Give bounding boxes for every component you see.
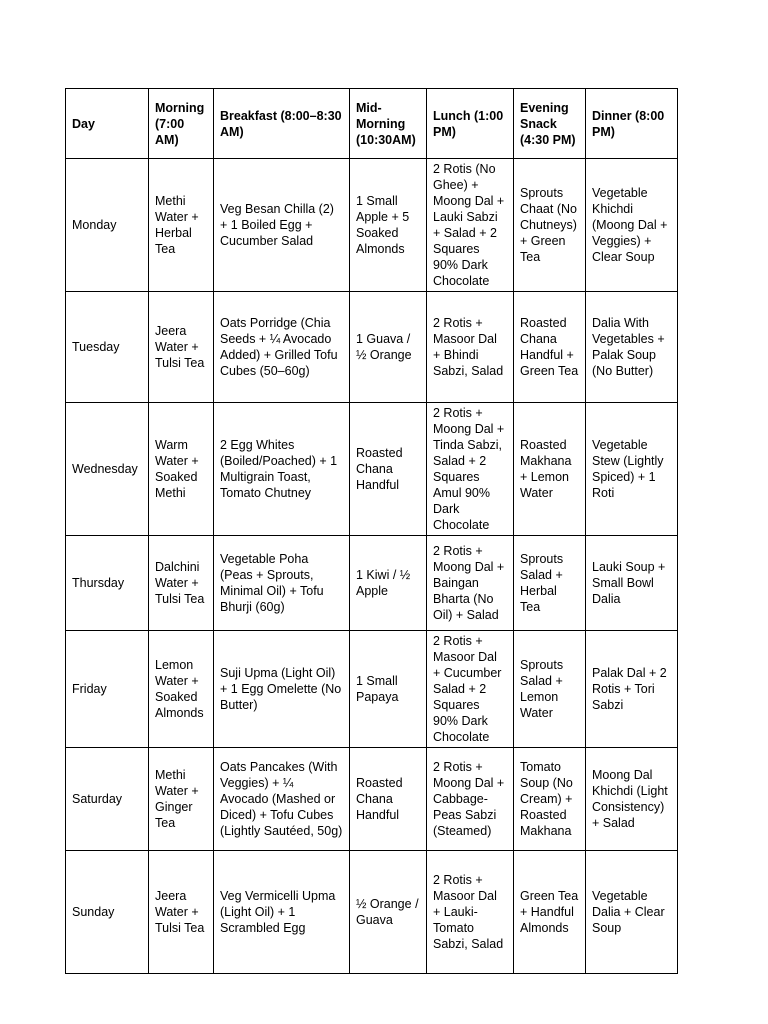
cell-day: Saturday [66, 748, 149, 851]
cell-lunch: 2 Rotis + Moong Dal + Baingan Bharta (No Oil) + Salad [427, 536, 514, 631]
table-row [66, 748, 678, 851]
cell-breakfast: Veg Vermicelli Upma (Light Oil) + 1 Scrambled Egg [214, 851, 350, 974]
cell-mid-morning: ½ Orange / Guava [350, 851, 427, 974]
cell-evening-snack: Sprouts Salad + Herbal Tea [514, 536, 586, 631]
cell-mid-morning: 1 Small Papaya [350, 631, 427, 748]
cell-lunch: 2 Rotis + Masoor Dal + Cucumber Salad + 2 Squares 90% Dark Chocolate [427, 631, 514, 748]
cell-morning: Dalchini Water + Tulsi Tea [149, 536, 214, 631]
header-breakfast: Breakfast (8:00–8:30 AM) [214, 89, 350, 159]
header-lunch: Lunch (1:00 PM) [427, 89, 514, 159]
table-row [66, 159, 678, 292]
cell-morning: Warm Water + Soaked Methi [149, 403, 214, 536]
cell-breakfast: Suji Upma (Light Oil) + 1 Egg Omelette (No Butter) [214, 631, 350, 748]
header-dinner: Dinner (8:00 PM) [586, 89, 678, 159]
cell-lunch: 2 Rotis + Masoor Dal + Bhindi Sabzi, Salad [427, 292, 514, 403]
cell-evening-snack: Roasted Chana Handful + Green Tea [514, 292, 586, 403]
cell-evening-snack: Green Tea + Handful Almonds [514, 851, 586, 974]
cell-day: Monday [66, 159, 149, 292]
cell-dinner: Vegetable Dalia + Clear Soup [586, 851, 678, 974]
cell-day: Wednesday [66, 403, 149, 536]
cell-mid-morning: Roasted Chana Handful [350, 748, 427, 851]
cell-dinner: Vegetable Stew (Lightly Spiced) + 1 Roti [586, 403, 678, 536]
cell-dinner: Palak Dal + 2 Rotis + Tori Sabzi [586, 631, 678, 748]
cell-mid-morning: 1 Kiwi / ½ Apple [350, 536, 427, 631]
cell-dinner: Vegetable Khichdi (Moong Dal + Veggies) + Clear Soup [586, 159, 678, 292]
cell-morning: Jeera Water + Tulsi Tea [149, 292, 214, 403]
cell-morning: Jeera Water + Tulsi Tea [149, 851, 214, 974]
cell-dinner: Moong Dal Khichdi (Light Consistency) + Salad [586, 748, 678, 851]
table-row [66, 851, 678, 974]
cell-breakfast: 2 Egg Whites (Boiled/Poached) + 1 Multigrain Toast, Tomato Chutney [214, 403, 350, 536]
cell-day: Sunday [66, 851, 149, 974]
cell-breakfast: Veg Besan Chilla (2) + 1 Boiled Egg + Cucumber Salad [214, 159, 350, 292]
cell-lunch: 2 Rotis + Moong Dal + Tinda Sabzi, Salad + 2 Squares Amul 90% Dark Chocolate [427, 403, 514, 536]
table-row [66, 631, 678, 748]
table-header-row [66, 89, 678, 159]
cell-evening-snack: Sprouts Chaat (No Chutneys) + Green Tea [514, 159, 586, 292]
table-row [66, 403, 678, 536]
cell-lunch: 2 Rotis + Moong Dal + Cabbage-Peas Sabzi (Steamed) [427, 748, 514, 851]
header-evening-snack: Evening Snack (4:30 PM) [514, 89, 586, 159]
cell-evening-snack: Roasted Makhana + Lemon Water [514, 403, 586, 536]
cell-mid-morning: 1 Guava / ½ Orange [350, 292, 427, 403]
header-mid-morning: Mid-Morning (10:30AM) [350, 89, 427, 159]
cell-lunch: 2 Rotis + Masoor Dal + Lauki-Tomato Sabzi, Salad [427, 851, 514, 974]
cell-lunch: 2 Rotis (No Ghee) + Moong Dal + Lauki Sabzi + Salad + 2 Squares 90% Dark Chocolate [427, 159, 514, 292]
cell-day: Thursday [66, 536, 149, 631]
cell-dinner: Dalia With Vegetables + Palak Soup (No Butter) [586, 292, 678, 403]
cell-dinner: Lauki Soup + Small Bowl Dalia [586, 536, 678, 631]
cell-day: Tuesday [66, 292, 149, 403]
cell-morning: Methi Water + Ginger Tea [149, 748, 214, 851]
cell-mid-morning: 1 Small Apple + 5 Soaked Almonds [350, 159, 427, 292]
cell-day: Friday [66, 631, 149, 748]
cell-breakfast: Vegetable Poha (Peas + Sprouts, Minimal Oil) + Tofu Bhurji (60g) [214, 536, 350, 631]
cell-morning: Methi Water + Herbal Tea [149, 159, 214, 292]
cell-evening-snack: Tomato Soup (No Cream) + Roasted Makhana [514, 748, 586, 851]
header-day: Day [66, 89, 149, 159]
table-row [66, 536, 678, 631]
cell-evening-snack: Sprouts Salad + Lemon Water [514, 631, 586, 748]
meal-plan-table [65, 88, 678, 974]
cell-breakfast: Oats Porridge (Chia Seeds + ¼ Avocado Added) + Grilled Tofu Cubes (50–60g) [214, 292, 350, 403]
table-row [66, 292, 678, 403]
cell-breakfast: Oats Pancakes (With Veggies) + ¼ Avocado (Mashed or Diced) + Tofu Cubes (Lightly Sautéed, 50g) [214, 748, 350, 851]
cell-mid-morning: Roasted Chana Handful [350, 403, 427, 536]
cell-morning: Lemon Water + Soaked Almonds [149, 631, 214, 748]
header-morning: Morning (7:00 AM) [149, 89, 214, 159]
